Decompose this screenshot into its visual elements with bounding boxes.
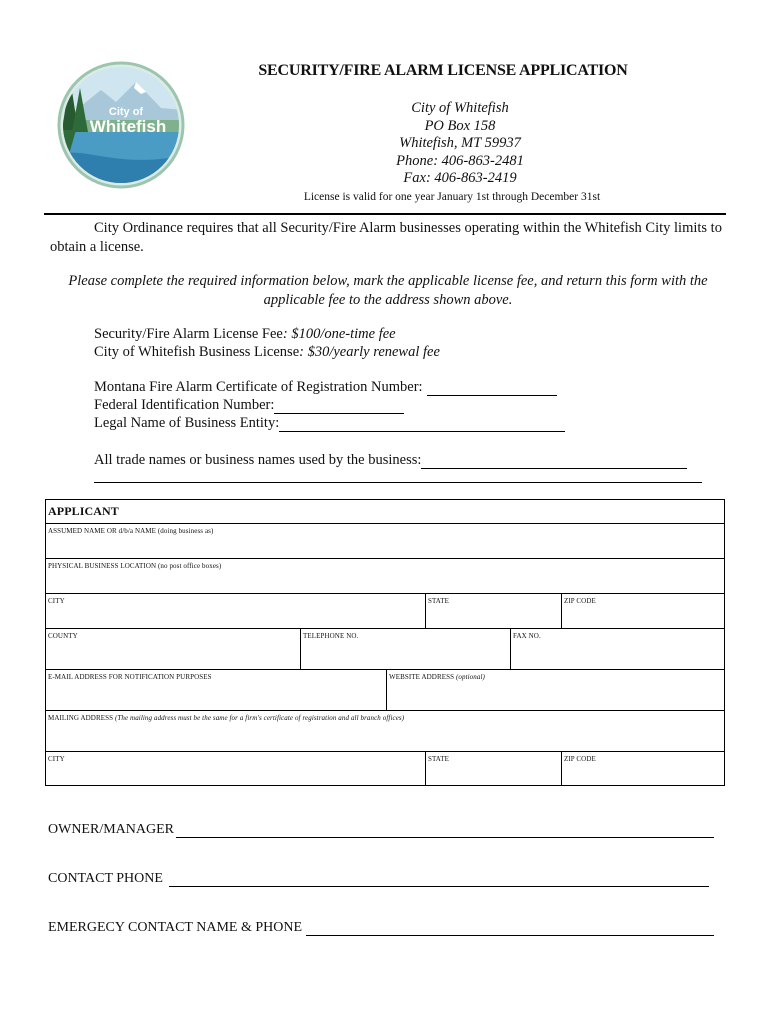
trade-names-field xyxy=(94,452,687,469)
federal-id-input[interactable] xyxy=(274,399,404,414)
fax-field[interactable]: FAX NO. xyxy=(513,632,541,640)
legal-name-field xyxy=(94,415,565,432)
cert-number-field xyxy=(94,379,557,396)
field-label: CONTACT PHONE xyxy=(48,871,163,886)
owner-manager-field xyxy=(48,822,714,838)
fee-label: Security/Fire Alarm License Fee xyxy=(94,326,283,342)
fee-value: : $30/yearly renewal fee xyxy=(299,344,440,360)
field-label: Montana Fire Alarm Certificate of Registration Number: xyxy=(94,379,423,395)
website-note: (optional) xyxy=(455,673,485,681)
field-label: Federal Identification Number: xyxy=(94,397,275,413)
emergency-contact-input[interactable] xyxy=(306,921,714,936)
address-line: PO Box 158 xyxy=(424,117,496,134)
fee-label: City of Whitefish Business License xyxy=(94,344,300,360)
county-field[interactable]: COUNTY xyxy=(46,629,301,669)
website-label: WEBSITE ADDRESS xyxy=(389,673,455,681)
field-label: Legal Name of Business Entity: xyxy=(94,415,280,431)
license-validity: License is valid for one year January 1st through December 31st xyxy=(303,191,601,203)
applicant-heading: APPLICANT xyxy=(48,504,119,518)
field-label: EMERGECY CONTACT NAME & PHONE xyxy=(48,920,302,935)
emergency-contact-field xyxy=(48,920,714,936)
legal-name-input[interactable] xyxy=(279,417,565,432)
ordinance-text: City Ordinance requires that all Security/Fire Alarm businesses operating within the Whitefish City limits to obtain a license. xyxy=(50,220,722,255)
address-line: Phone: 406-863-2481 xyxy=(396,152,524,169)
contact-phone-field xyxy=(48,871,709,887)
mailing-state-field[interactable]: STATE xyxy=(426,752,562,785)
federal-id-field xyxy=(94,397,404,414)
state-field[interactable]: STATE xyxy=(426,594,562,628)
field-label: OWNER/MANAGER xyxy=(48,822,174,837)
address-line: Whitefish, MT 59937 xyxy=(399,135,521,151)
city-field[interactable]: CITY xyxy=(46,594,426,628)
zip-field[interactable]: ZIP CODE xyxy=(564,597,596,605)
mailing-city-field[interactable]: CITY xyxy=(46,752,426,785)
fee-security-alarm xyxy=(94,326,396,343)
logo-text-line1: City of xyxy=(108,106,144,118)
physical-location-field[interactable]: PHYSICAL BUSINESS LOCATION (no post office boxes) xyxy=(48,562,222,570)
field-label: All trade names or business names used by the business: xyxy=(94,452,422,468)
mailing-zip-field[interactable]: ZIP CODE xyxy=(564,755,596,763)
city-address xyxy=(290,100,630,188)
mailing-label: MAILING ADDRESS xyxy=(48,714,114,722)
form-title: SECURITY/FIRE ALARM LICENSE APPLICATION xyxy=(258,62,628,79)
email-field[interactable]: E-MAIL ADDRESS FOR NOTIFICATION PURPOSES xyxy=(46,670,387,710)
address-line: City of Whitefish xyxy=(411,100,509,116)
logo-text-line2: Whitefish xyxy=(89,117,167,136)
header-divider xyxy=(44,213,726,215)
applicant-table xyxy=(45,499,725,786)
assumed-name-field[interactable]: ASSUMED NAME OR d/b/a NAME (doing business as) xyxy=(48,527,214,535)
mailing-note: (The mailing address must be the same for a firm's certificate of registration and all branch offices) xyxy=(114,714,405,722)
instructions-text: Please complete the required information below, mark the applicable license fee, and return this form with the applicable fee to the address shown above. xyxy=(68,273,708,308)
website-field[interactable] xyxy=(387,670,724,710)
owner-manager-input[interactable] xyxy=(176,823,714,838)
fee-value: : $100/one-time fee xyxy=(282,326,396,342)
contact-phone-input[interactable] xyxy=(169,872,709,887)
cert-number-input[interactable] xyxy=(427,381,557,396)
city-logo xyxy=(56,60,186,190)
address-line: Fax: 406-863-2419 xyxy=(403,170,517,186)
mailing-address-field[interactable] xyxy=(46,711,724,751)
trade-names-input-line2[interactable] xyxy=(94,482,702,483)
telephone-field[interactable]: TELEPHONE NO. xyxy=(301,629,511,669)
fee-business-license xyxy=(94,344,440,361)
trade-names-input[interactable] xyxy=(421,454,687,469)
